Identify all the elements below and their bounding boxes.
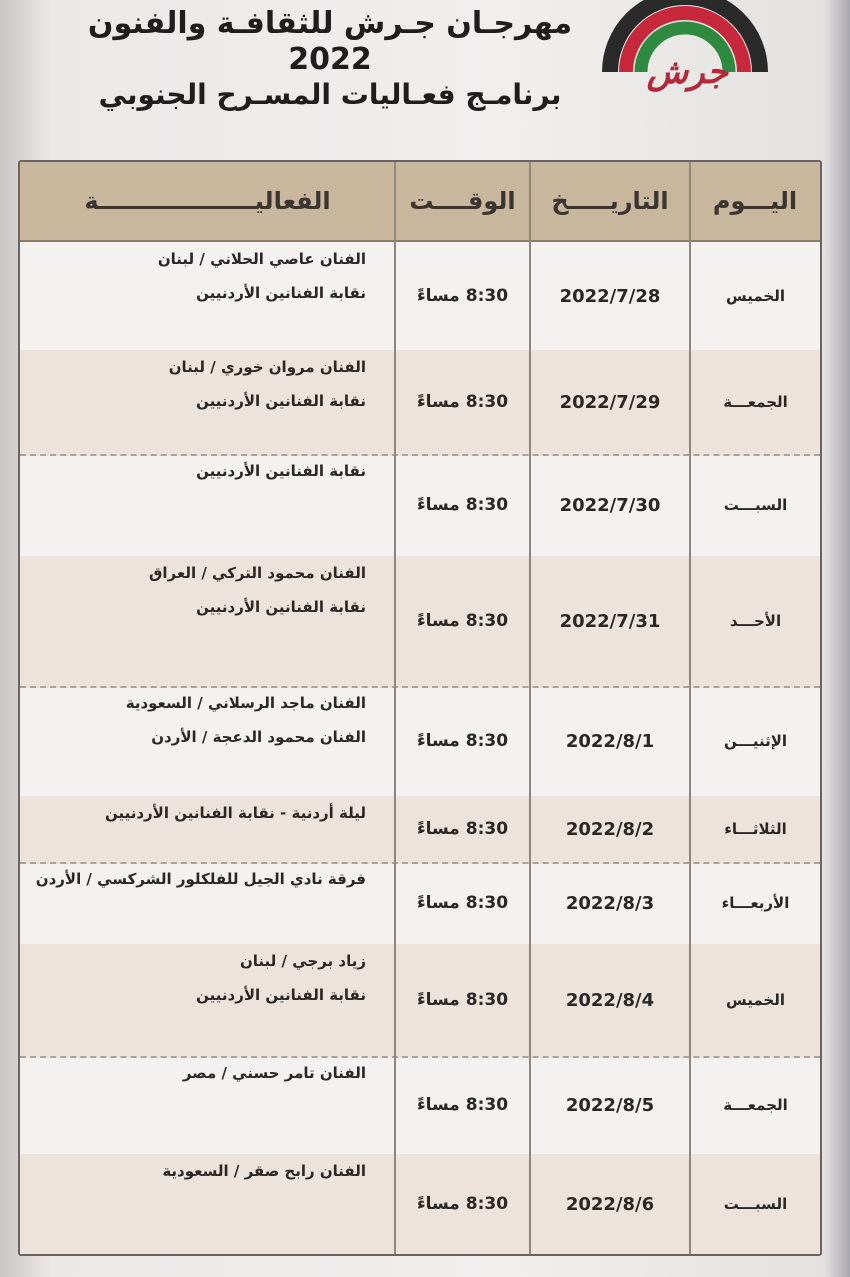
cell-time: 8:30 مساءً [416, 990, 509, 1010]
cell-time: 8:30 مساءً [416, 495, 509, 515]
header-activity: الفعاليـــــــــــــــــــة [84, 187, 331, 215]
cell-time: 8:30 مساءً [416, 893, 509, 913]
cell-day: الجمعـــة [723, 1096, 788, 1114]
cell-day: الخميس [726, 991, 785, 1009]
festival-title: مهرجـان جـرش للثقافـة والفنون 2022 [87, 6, 573, 77]
header [70, 0, 770, 130]
cell-date: 2022/7/29 [559, 391, 661, 413]
cell-day: الجمعـــة [723, 393, 788, 411]
cell-time: 8:30 مساءً [416, 819, 509, 839]
cell-time: 8:30 مساءً [416, 611, 509, 631]
cell-activity [20, 242, 394, 350]
cell-activity [20, 350, 394, 454]
table-row [20, 242, 820, 352]
cell-time: 8:30 مساءً [416, 392, 509, 412]
cell-activity [20, 862, 394, 944]
jerash-logo [600, 0, 770, 110]
activity-line: فرقة نادي الجيل للفلكلور الشركسي / الأردن [35, 870, 366, 888]
cell-activity [20, 556, 394, 686]
activity-line: الفنان محمود الدعجة / الأردن [151, 728, 366, 746]
cell-date: 2022/7/28 [559, 285, 661, 307]
cell-time: 8:30 مساءً [416, 1194, 509, 1214]
activity-line: زياد برجي / لبنان [239, 952, 366, 970]
activity-line: نقابة الفنانين الأردنيين [196, 462, 366, 480]
activity-line: نقابة الفنانين الأردنيين [196, 284, 366, 302]
table-row [20, 454, 820, 558]
table-row [20, 944, 820, 1058]
table-row [20, 350, 820, 456]
cell-time: 8:30 مساءً [416, 1095, 509, 1115]
logo-text: جرش [646, 52, 728, 92]
cell-date: 2022/7/30 [559, 494, 661, 516]
cell-date: 2022/8/1 [565, 730, 655, 752]
cell-activity [20, 796, 394, 862]
activity-line: الفنان تامر حسني / مصر [182, 1064, 366, 1082]
table-row [20, 1056, 820, 1156]
activity-line: نقابة الفنانين الأردنيين [196, 986, 366, 1004]
cell-day: الأحـــد [729, 612, 782, 630]
cell-day: السبـــت [723, 1195, 788, 1213]
cell-time: 8:30 مساءً [416, 286, 509, 306]
program-subtitle: برنامـج فعـاليات المسـرح الجنوبي [98, 78, 562, 111]
activity-line: الفنان عاصي الحلاني / لبنان [157, 250, 366, 268]
activity-line: ليلة أردنية - نقابة الفنانين الأردنيين [104, 804, 366, 822]
activity-line: نقابة الفنانين الأردنيين [196, 392, 366, 410]
cell-date: 2022/8/5 [565, 1094, 655, 1116]
cell-activity [20, 1056, 394, 1154]
cell-activity [20, 1154, 394, 1254]
table-row [20, 556, 820, 688]
table-row [20, 1154, 820, 1256]
cell-date: 2022/7/31 [559, 610, 661, 632]
table-row [20, 686, 820, 798]
cell-day: الثلاثـــاء [724, 820, 787, 838]
cell-date: 2022/8/2 [565, 818, 655, 840]
activity-line: الفنان مروان خوري / لبنان [168, 358, 366, 376]
header-date: التاريـــــخ [551, 187, 669, 215]
table-header [20, 162, 820, 242]
cell-day: السبـــت [723, 496, 788, 514]
column-divider [394, 162, 396, 1254]
schedule-table [18, 160, 822, 1256]
cell-activity [20, 686, 394, 796]
table-row [20, 796, 820, 864]
table-row [20, 862, 820, 946]
cell-day: الإثنيـــن [723, 732, 788, 750]
cell-day: الخميس [726, 287, 785, 305]
activity-line: نقابة الفنانين الأردنيين [196, 598, 366, 616]
activity-line: الفنان محمود التركي / العراق [148, 564, 366, 582]
header-day: اليـــوم [712, 187, 798, 215]
page-spine-shadow [824, 0, 850, 1277]
activity-line: الفنان رابح صقر / السعودية [162, 1162, 366, 1180]
cell-date: 2022/8/3 [565, 892, 655, 914]
cell-time: 8:30 مساءً [416, 731, 509, 751]
title-block [70, 6, 590, 112]
cell-day: الأربعـــاء [721, 894, 790, 912]
cell-activity [20, 454, 394, 556]
column-divider [529, 162, 531, 1254]
header-time: الوقــــت [409, 187, 516, 215]
column-divider [689, 162, 691, 1254]
cell-date: 2022/8/4 [565, 989, 655, 1011]
cell-date: 2022/8/6 [565, 1193, 655, 1215]
activity-line: الفنان ماجد الرسلاني / السعودية [125, 694, 366, 712]
cell-activity [20, 944, 394, 1056]
